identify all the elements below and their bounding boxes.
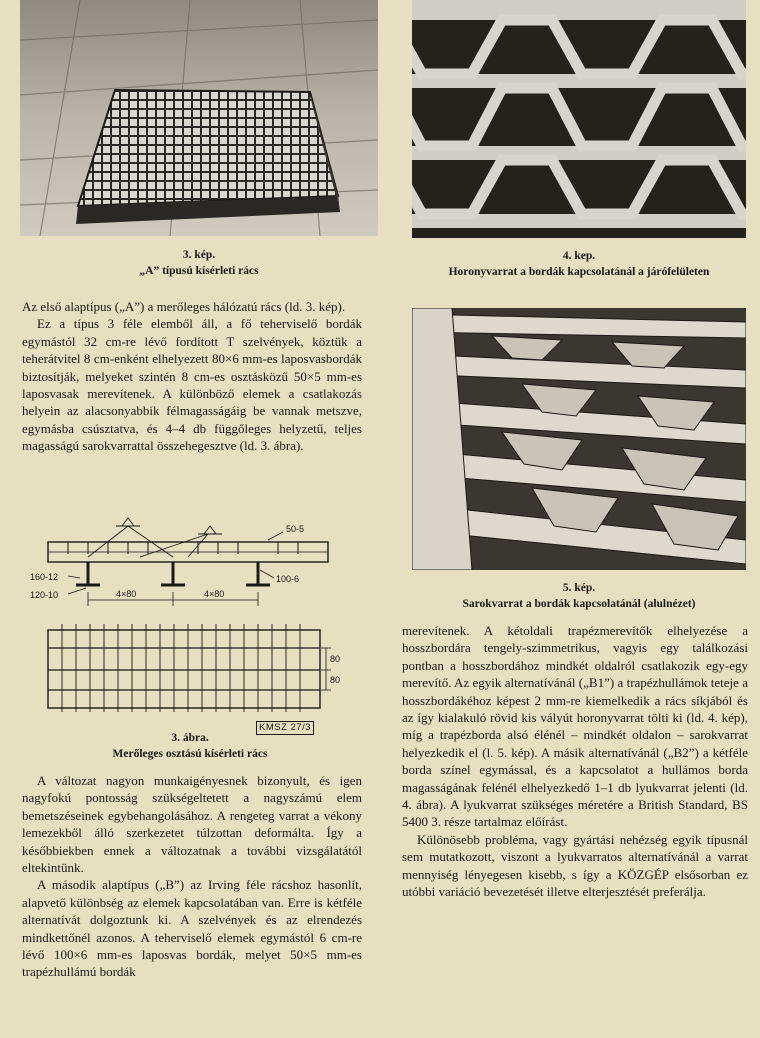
fig3-title: „A” típusú kísérleti rács — [139, 265, 259, 277]
abra3-stamp-text: KMSZ 27/3 — [258, 722, 312, 733]
fig4-title: Horonyvarrat a bordák kapcsolatánál a járófelületen — [448, 266, 710, 278]
left-paragraph-3: A változat nagyon munkaigényesnek bizonyult, és igen nagyfokú pontosság szükségeltetett a nagyszámú elem bemetszéseinek egybehangolásához. A rengeteg varrat a vékony lemezekből álló szerkezetet túlzottan deformálta. Így a későbbiekben ennek a változatnak a további vizsgálatától eltekintünk. — [22, 773, 362, 876]
left-text-block-2 — [22, 772, 362, 981]
photo-4-groove-weld — [412, 0, 746, 238]
right-paragraph-1: merevítenek. A kétoldali trapézmerevítők elhelyezése a hosszbordára tengely-szimmetrikus, vagyis egy találkozási pontban a hosszbordához mindkét oldalról csatlakozik egy-egy merevítő. Az egyik alternatívánál („B1”) a trapézhullámok teteje a hosszbordákéhoz képest 2 mm-re kiemelkedik a rács síkjából és az így kialakuló rövid kis vályút horonyvarrat tölti ki (ld. 4. kép), míg a trapézborda alsó élénél – mindkét oldalon – sarokvarrat helyezkedik el (l. 5. kép). A másik alternatívánál („B2”) a kétféle borda színel egymással, és a kapcsolatot a hullámos borda magasságának felénél elhelyezkedő 1–1 db lyukvarrat jelenti (ld. 4. ábra). A lyukvarrat szükséges méretére a British Standard, BS 5400 3. része tartalmaz előírást. — [402, 623, 748, 830]
photo-3-svg — [20, 0, 378, 236]
right-text-block — [402, 622, 748, 901]
photo-5-fillet-weld — [412, 308, 746, 570]
left-text-block-1 — [22, 298, 362, 455]
abra3-caption — [20, 730, 360, 762]
left-paragraph-2: Ez a típus 3 féle elemből áll, a fő teherviselő bordák egymástól 32 cm-re lévő fordított T szelvények, köztük a teherátvitel 8 cm-enként elhelyezett 80×6 mm-es laposvasbordák biztosítják, melyeket szintén 8 cm-es osztásközű 50×5 mm-es laposvasak merevítenek. A különböző elemek a csatlakozás helyein az alacsonyabbik félmagasságáig be vannak metszve, egymásba csúsztatva, és 4–4 db függőleges helyzetű, teljes magasságú sarokvarrattal összehegesztve (ld. 3. ábra). — [22, 316, 362, 454]
right-paragraph-2: Különösebb probléma, vagy gyártási nehézség egyik típusnál sem mutatkozott, viszont a lyukvarratos alternatívánál a varrat mennyiség lényegesen kisebb, s így a KÖZGÉP elsősorban ez utóbbi variáció bevezetését illetve elterjesztését preferálja. — [402, 831, 748, 900]
abra3-svg — [28, 512, 348, 730]
label-100-6: 100-6 — [276, 574, 300, 584]
abra3-drawing — [28, 512, 348, 730]
label-160-12: 160-12 — [30, 572, 59, 582]
left-paragraph-1: Az első alaptípus („A”) a merőleges hálózatú rács (ld. 3. kép). — [22, 299, 346, 314]
fig5-caption — [412, 580, 746, 612]
label-4x80-b: 4×80 — [204, 589, 225, 599]
fig5-title: Sarokvarrat a bordák kapcsolatánál (alulnézet) — [462, 598, 696, 610]
left-paragraph-4: A második alaptípus („B”) az Irving féle rácshoz hasonlít, alapvető különbség az elemek kapcsolatában van. Erre is kétféle alternatívát dolgoztunk ki. A szelvények és az elrendezés mindkettőnél azonos. A teherviselő elemek egymástól 6 cm-re lévő 100×6 mm-es laposvas bordák, melyet 50×5 mm-es trapézhullámú bordák — [22, 877, 362, 980]
fig3-caption — [20, 247, 378, 279]
fig3-number: 3. kép. — [182, 249, 216, 261]
abra3-number: 3. ábra. — [171, 732, 209, 744]
fig5-number: 5. kép. — [562, 582, 596, 594]
photo-3-grating-type-a — [20, 0, 378, 236]
photo-4-svg — [412, 0, 746, 238]
photo-5-svg — [412, 308, 746, 570]
label-120-10: 120-10 — [30, 590, 59, 600]
label-80-b: 80 — [330, 675, 341, 685]
label-50-5: 50-5 — [286, 524, 305, 534]
label-4x80-a: 4×80 — [116, 589, 137, 599]
fig4-caption — [412, 248, 746, 280]
label-80-a: 80 — [330, 654, 341, 664]
fig4-number: 4. kep. — [562, 250, 596, 262]
abra3-title: Merőleges osztású kísérleti rács — [112, 748, 268, 760]
